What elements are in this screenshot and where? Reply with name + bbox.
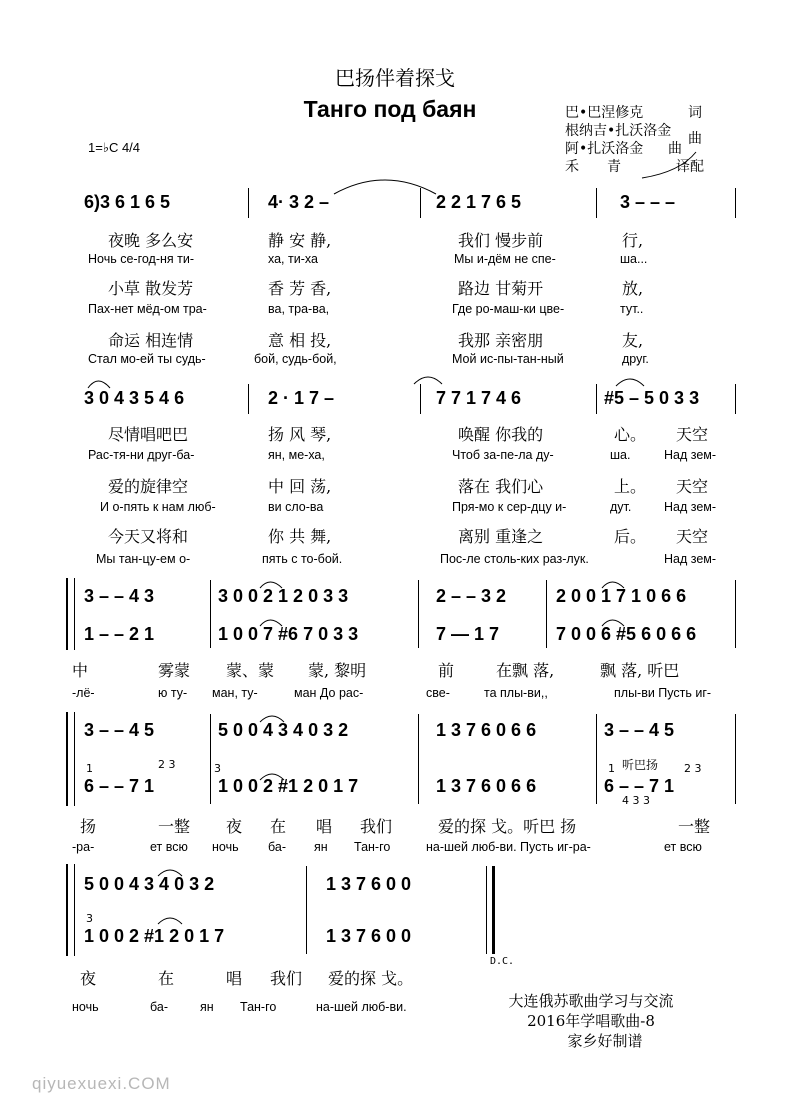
upper-measure: 5 0 0 4 3 4 0 3 2 [84,874,215,894]
lyric-ru: ет всю [150,840,188,854]
chord-number: 3 [214,762,221,775]
title-russian: Танго под баян [303,96,477,122]
upper-measure: 2 0 0 1 7 1 0 6 6 [556,586,687,606]
lyric-cn: 爱的探 戈。听巴 扬 [438,817,577,836]
lyric-ru: Над зем- [664,552,717,566]
lyric-ru: дут. [610,500,632,514]
lyric-ru: бой, судь-бой, [254,352,337,366]
da-capo-mark: D.C. [490,956,515,967]
barline [735,188,736,218]
lyric-ru: Тан-го [354,840,391,854]
lyric-cn: 在飘 落, [496,661,555,680]
lyric-cn: 蒙, 黎明 [308,661,367,680]
lyric-ru: ха, ти-ха [268,252,318,266]
lyric-cn: 夜 [80,969,97,988]
lyric-cn: 天空 [676,527,709,546]
lower-measure: 1 0 0 7 #6 7 0 3 3 [218,624,359,644]
barline [735,384,736,414]
lower-measure: 7 — 1 7 [436,624,500,644]
barline [735,714,736,804]
lyric-cn: 小草 散发芳 [108,279,194,298]
lyric-ru: ян [200,1000,214,1014]
lyric-ru: Пря-мо к сер-дцу и- [452,500,567,514]
lyric-ru: Чтоб за-пе-ла ду- [452,448,554,462]
inner-notes: 4 3 3 [622,794,650,807]
lyric-ru: ян, ме-ха, [268,448,325,462]
system-bracket [74,864,75,956]
tie-slur [330,172,440,196]
lyric-ru: та плы-ви,, [484,686,548,700]
barline [248,384,249,414]
lyric-ru: Пах-нет мёд-ом тра- [88,302,207,316]
lyric-ru: Пос-ле столь-ких раз-лук. [440,552,589,566]
lyric-ru: Мой ис-пы-тан-ный [452,352,564,366]
lyric-ru: -лё- [72,686,95,700]
lyric-cn: 香 芳 香, [268,279,332,298]
lyric-cn: 爱的旋律空 [108,477,189,496]
measure-4: 3 – – – [620,192,676,212]
lyric-ru: плы-ви Пусть иг- [614,686,712,700]
lyric-ru: Над зем- [664,500,717,514]
lyric-ru: ян [314,840,328,854]
barline [596,384,597,414]
system-bracket [66,712,68,806]
system-bracket [74,712,75,806]
footer-line-3: 家乡好制谱 [567,1032,643,1050]
lyric-cn: 中 [72,661,89,680]
lyric-ru: Рас-тя-ни друг-ба- [88,448,195,462]
upper-measure: 1 3 7 6 0 6 6 [436,720,537,740]
translator-slur [640,150,700,180]
credit-lyricist: 巴•巴涅修克 [565,105,644,121]
lyric-ru: Стал мо-ей ты судь- [88,352,206,366]
key-signature: 1=♭C 4/4 [88,140,141,155]
lyric-ru: друг. [622,352,649,366]
lyric-ru: ба- [150,1000,168,1014]
lyric-cn: 飘 落, 听巴 [600,661,680,680]
lyric-cn: 落在 我们心 [458,477,544,496]
system-bracket [74,578,75,650]
lower-measure: 1 0 0 2 #1 2 0 1 7 [218,776,359,796]
final-barline-thin [486,866,487,954]
upper-measure: 3 – – 4 5 [84,720,155,740]
measure-8: #5 – 5 0 3 3 [604,388,700,408]
measure-5: 3 0 4 3 5 4 6 [84,388,185,408]
credit-lyricist-role: 词 [688,105,702,121]
lyric-cn: 离别 重逢之 [458,527,544,546]
lyric-cn: 我们 [360,817,393,836]
lyric-ru: Мы и-дём не спе- [454,252,556,266]
lyric-ru: на-шей люб-ви. [316,1000,407,1014]
footer-line-1: 大连俄苏歌曲学习与交流 [508,992,674,1010]
barline [210,714,211,804]
lyric-cn: 意 相 投, [268,331,332,350]
upper-measure: 2 – – 3 2 [436,586,507,606]
lyric-ru: ша. [610,448,631,462]
lyric-ru: Над зем- [664,448,717,462]
lyric-ru: на-шей люб-ви. Пусть иг-ра- [426,840,591,854]
lyric-cn: 中 回 荡, [268,477,332,496]
lyric-ru: ю ту- [158,686,188,700]
lyric-cn: 雾蒙 [158,661,191,680]
title-chinese: 巴扬伴着探戈 [335,66,455,90]
lyric-cn: 唱 [226,969,243,988]
credit-translator-role: 译配 [676,159,704,175]
lyric-cn: 路边 甘菊开 [458,279,544,298]
system-bracket [66,578,68,650]
lyric-ru: ночь [212,840,239,854]
site-watermark: qiyuexuexi.COM [32,1074,171,1093]
lower-measure: 6 – – 7 1 [604,776,675,796]
chord-number: 2 3 [684,762,702,775]
footer-line-2: 2016年学唱歌曲-8 [527,1012,655,1030]
lyric-cn: 唱 [316,817,333,836]
lyric-ru: ет всю [664,840,702,854]
credit-composer: 根纳吉•扎沃洛金 [565,123,672,139]
lyric-cn: 夜晚 多么安 [108,231,194,250]
lyric-cn: 一整 [158,817,191,836]
lower-measure: 1 0 0 2 #1 2 0 1 7 [84,926,225,946]
chord-number: 1 [608,762,615,775]
measure-7: 7 7 1 7 4 6 [436,388,522,408]
system-bracket [66,864,68,956]
lyric-cn: 命运 相连情 [108,331,194,350]
barline [596,188,597,218]
measure-3: 2 2 1 7 6 5 [436,192,522,212]
lyric-ru: пять с то-бой. [262,552,343,566]
chord-number: 2 3 [158,758,176,771]
barline [306,866,307,954]
upper-measure: 3 – – 4 5 [604,720,675,740]
measure-1: 6)3 6 1 6 5 [84,192,171,212]
lyric-cn: 唤醒 你我的 [458,425,544,444]
lyric-ru: ва, тра-ва, [268,302,330,316]
lyric-ru: све- [426,686,450,700]
lyric-cn: 在 [270,817,287,836]
lyric-cn: 友, [622,331,644,350]
upper-measure: 3 0 0 2 1 2 0 3 3 [218,586,349,606]
lyric-ru: Ночь се-год-ня ти- [88,252,194,266]
lyric-cn: 我们 慢步前 [458,231,544,250]
lyric-cn: 上。 [614,477,647,496]
lyric-cn: 我们 [270,969,303,988]
lower-measure: 1 3 7 6 0 0 [326,926,412,946]
lyric-cn: 扬 风 琴, [268,425,332,444]
chord-number: 1 [86,762,93,775]
lyric-cn: 你 共 舞, [268,527,332,546]
credit-composer-2: 阿•扎沃洛金 [565,141,644,157]
barline [248,188,249,218]
lyric-cn: 今天又将和 [108,527,189,546]
lyric-cn: 蒙、蒙 [226,661,275,680]
lyric-cn: 静 安 静, [268,231,332,250]
barline [420,384,421,414]
lyric-ru: ночь [72,1000,99,1014]
lyric-cn: 我那 亲密朋 [458,331,544,350]
lyric-ru: ман, ту- [212,686,258,700]
lower-measure: 1 – – 2 1 [84,624,155,644]
lyric-ru: И о-пять к нам люб- [100,500,216,514]
chord-number: 3 [86,912,93,925]
lyric-cn: 天空 [676,477,709,496]
lyric-cn: 放, [622,279,644,298]
credit-translator: 禾 青 [565,159,621,175]
lyric-cn: 在 [158,969,175,988]
lyric-ru: Мы тан-цу-ем о- [96,552,191,566]
lyric-ru: ман До рас- [294,686,364,700]
lyric-ru: ба- [268,840,286,854]
lyric-ru: ви сло-ва [268,500,324,514]
lyric-cn: 前 [438,661,455,680]
lyric-cn: 行, [622,231,644,250]
lyric-cn: 心。 [614,425,647,444]
lyric-cn: 爱的探 戈。 [328,969,414,988]
lower-measure: 6 – – 7 1 [84,776,155,796]
barline [210,580,211,648]
lower-measure: 1 3 7 6 0 6 6 [436,776,537,796]
lyric-cn: 后。 [614,527,647,546]
measure-6: 2 · 1 7 – [268,388,335,408]
final-barline-thick [492,866,495,954]
lyric-cn: 天空 [676,425,709,444]
measure-2: 4· 3 2 – [268,192,330,212]
lyric-ru: Где ро-маш-ки цве- [452,302,565,316]
lyric-cn: 扬 [80,817,97,836]
barline [735,580,736,648]
lyric-cn: 夜 [226,817,243,836]
barline [418,714,419,804]
lyric-ru: -ра- [72,840,95,854]
inner-lyric-label: 听巴扬 [622,758,659,772]
upper-measure: 5 0 0 4 3 4 0 3 2 [218,720,349,740]
lyric-cn: 一整 [678,817,711,836]
barline [596,714,597,804]
lyric-ru: Тан-го [240,1000,277,1014]
lyric-ru: ша... [620,252,648,266]
upper-measure: 1 3 7 6 0 0 [326,874,412,894]
credit-composer-role: 曲 [688,131,702,147]
lyric-ru: тут.. [620,302,644,316]
upper-measure: 3 – – 4 3 [84,586,155,606]
lyric-cn: 尽情唱吧巴 [108,425,189,444]
credit-composer-2-role: 曲 [668,141,682,157]
slurs [150,860,210,930]
lower-measure: 7 0 0 6 #5 6 0 6 6 [556,624,697,644]
